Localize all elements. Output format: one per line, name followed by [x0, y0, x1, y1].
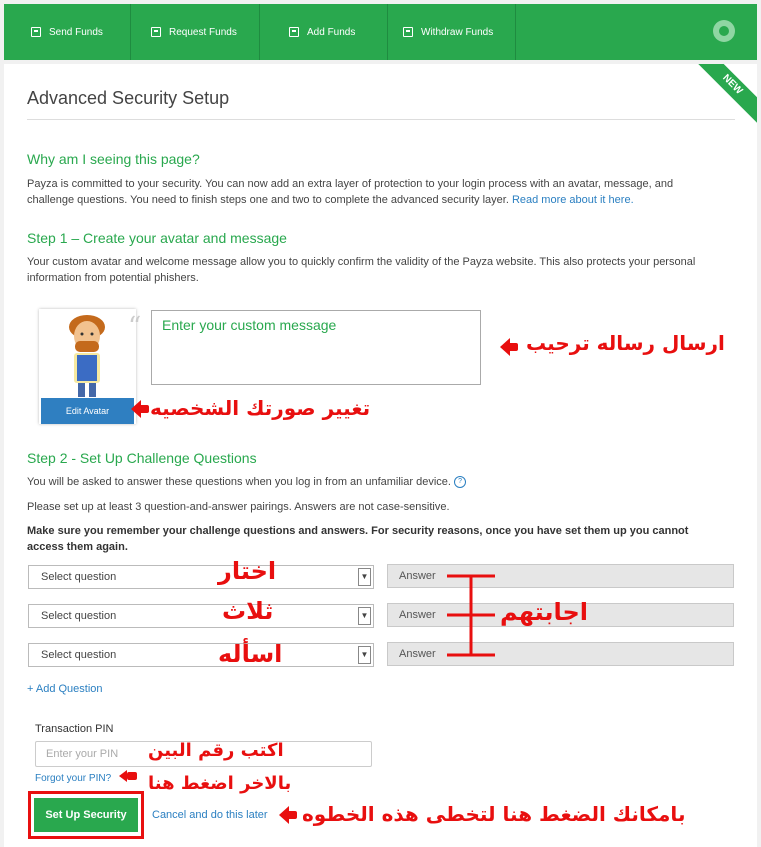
step2-warning: Make sure you remember your challenge questions and answers. For security reasons, once you have set them up you cannot access them again.: [27, 525, 689, 553]
quote-mark-icon: “: [128, 312, 142, 342]
answer-field-3[interactable]: Answer: [387, 642, 734, 666]
question-select-1[interactable]: Select question ▼: [28, 565, 374, 589]
add-funds-button[interactable]: [260, 4, 388, 60]
withdraw-funds-label: Withdraw Funds: [421, 26, 494, 38]
custom-message-textarea[interactable]: Enter your custom message: [151, 310, 481, 385]
step1-heading: Step 1 – Create your avatar and message: [27, 230, 287, 246]
step2-text-2: Please set up at least 3 question-and-answer pairings. Answers are not case-sensitive.: [27, 501, 450, 513]
request-funds-label: Request Funds: [169, 26, 237, 38]
annotation-skip: بامكانك الضغط هنا لتخطى هذه الخطوه: [302, 802, 686, 826]
answer-field-1[interactable]: Answer: [387, 564, 734, 588]
setup-security-button[interactable]: Set Up Security: [34, 798, 138, 832]
question-select-2[interactable]: Select question ▼: [28, 604, 374, 628]
pin-label: Transaction PIN: [35, 723, 114, 735]
avatar-image: [39, 309, 136, 399]
annotation-welcome: ارسال رساله ترحيب: [526, 331, 725, 355]
withdraw-icon: [403, 27, 413, 37]
arrow-icon: [131, 400, 141, 418]
question-select-3[interactable]: Select question ▼: [28, 643, 374, 667]
withdraw-funds-button[interactable]: [388, 4, 516, 60]
chevron-down-icon: ▼: [358, 646, 371, 664]
forgot-pin-link[interactable]: Forgot your PIN?: [35, 773, 112, 784]
read-more-link[interactable]: Read more about it here.: [511, 194, 634, 206]
payza-logo-icon[interactable]: [713, 20, 735, 42]
help-icon[interactable]: ?: [454, 476, 466, 488]
arrow-icon: [279, 806, 289, 824]
send-funds-button[interactable]: [4, 4, 131, 60]
pin-input[interactable]: Enter your PIN: [35, 741, 372, 767]
request-funds-button[interactable]: [131, 4, 260, 60]
page-title: Advanced Security Setup: [27, 88, 230, 108]
annotation-avatar: تغيير صورتك الشخصيه: [150, 396, 371, 420]
edit-avatar-button[interactable]: Edit Avatar: [41, 398, 134, 424]
new-ribbon: NEW: [687, 64, 757, 130]
arrow-icon: [500, 338, 510, 356]
annotation-pin: اكتب رقم البين: [148, 740, 284, 761]
send-funds-label: Send Funds: [49, 26, 103, 38]
bracket-icon: [445, 572, 500, 660]
annotation-answers: اجابتهم: [500, 598, 589, 626]
top-navigation: [4, 4, 757, 60]
annotation-choose-3: اسأله: [218, 640, 283, 668]
annotation-choose-1: اختار: [218, 557, 277, 585]
step1-text: Your custom avatar and welcome message allow you to quickly confirm the validity of the Payza website. This also protects your personal information from potential phishers.: [27, 256, 696, 284]
security-setup-panel: [4, 64, 757, 847]
answer-field-2[interactable]: Answer: [387, 603, 734, 627]
step2-text-1: You will be asked to answer these questions when you log in from an unfamiliar device. ?: [27, 474, 717, 490]
cancel-link[interactable]: Cancel and do this later: [152, 809, 268, 821]
annotation-choose-2: ثلاث: [222, 597, 274, 625]
title-divider: [27, 119, 735, 120]
chevron-down-icon: ▼: [358, 607, 371, 625]
add-question-link[interactable]: + Add Question: [27, 683, 103, 695]
add-funds-label: Add Funds: [307, 26, 356, 38]
add-icon: [289, 27, 299, 37]
annotation-finally: بالاخر اضغط هنا: [148, 773, 292, 794]
why-heading: Why am I seeing this page?: [27, 151, 200, 167]
why-text: Payza is committed to your security. You can now add an extra layer of protection to your login process with an avatar, message, and challenge questions. You need to finish steps one and two to complete the advanced security layer. Read more about it here.: [27, 178, 674, 206]
arrow-icon: [119, 770, 127, 782]
highlight-box: [28, 791, 144, 839]
step2-heading: Step 2 - Set Up Challenge Questions: [27, 450, 257, 466]
send-icon: [31, 27, 41, 37]
request-icon: [151, 27, 161, 37]
chevron-down-icon: ▼: [358, 568, 371, 586]
